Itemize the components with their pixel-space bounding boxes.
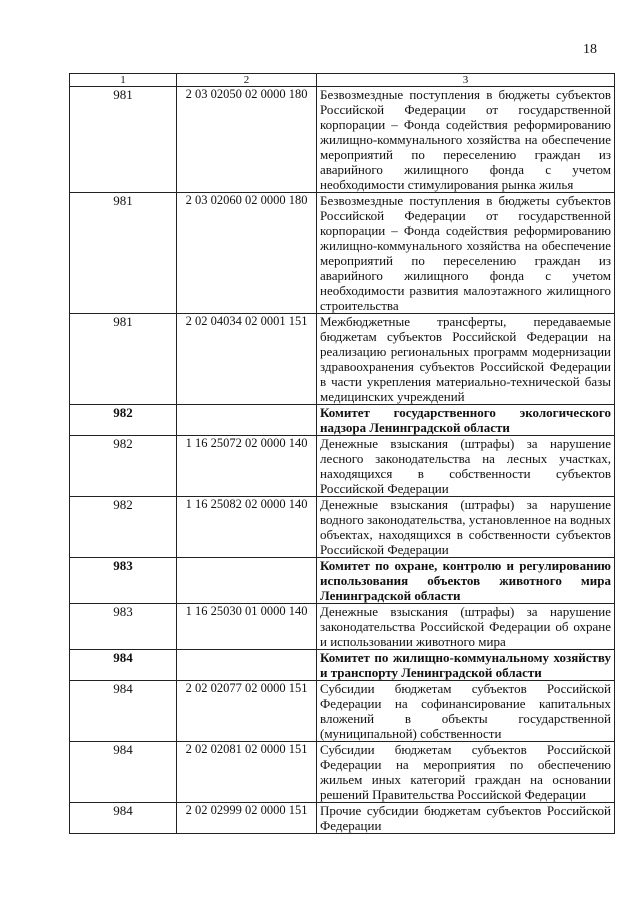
table-row — [70, 193, 615, 314]
table-row — [70, 681, 615, 742]
table-row — [70, 497, 615, 558]
committee-name: Комитет по жилищно-коммунальному хозяйству и транспорту Ленинградской области — [317, 650, 615, 681]
committee-name: Комитет по охране, контролю и регулированию использования объектов животного мира Ленинградской области — [317, 558, 615, 604]
admin-code: 981 — [70, 193, 177, 314]
table-row-committee — [70, 405, 615, 436]
revenue-code: 2 02 02081 02 0000 151 — [177, 742, 317, 803]
header-col-1: 1 — [70, 74, 177, 87]
revenue-description: Субсидии бюджетам субъектов Российской Федерации на софинансирование капитальных вложений в объекты государственной (муниципальной) собственности — [317, 681, 615, 742]
admin-code: 982 — [70, 436, 177, 497]
admin-code: 984 — [70, 681, 177, 742]
revenue-code: 1 16 25082 02 0000 140 — [177, 497, 317, 558]
revenue-code: 2 02 04034 02 0001 151 — [177, 314, 317, 405]
table-row — [70, 314, 615, 405]
revenue-description: Денежные взыскания (штрафы) за нарушение законодательства Российской Федерации об охране и использовании животного мира — [317, 604, 615, 650]
page-number: 18 — [583, 42, 597, 57]
revenue-description: Денежные взыскания (штрафы) за нарушение водного законодательства, установленное на водных объектах, находящихся в собственности субъектов Российской Федерации — [317, 497, 615, 558]
table-row — [70, 604, 615, 650]
budget-classification-table — [69, 73, 615, 834]
table-header-row — [70, 74, 615, 87]
admin-code: 984 — [70, 803, 177, 834]
revenue-description: Безвозмездные поступления в бюджеты субъектов Российской Федерации от государственной корпорации – Фонда содействия реформированию жилищно-коммунального хозяйства на обеспечение мероприятий по переселению граждан из аварийного жилищного фонда с учетом необходимости стимулирования рынка жилья — [317, 87, 615, 193]
admin-code: 981 — [70, 314, 177, 405]
revenue-code — [177, 558, 317, 604]
header-col-2: 2 — [177, 74, 317, 87]
admin-code: 983 — [70, 604, 177, 650]
admin-code: 981 — [70, 87, 177, 193]
header-col-3: 3 — [317, 74, 615, 87]
revenue-code: 2 03 02050 02 0000 180 — [177, 87, 317, 193]
table-row — [70, 803, 615, 834]
table-row — [70, 87, 615, 193]
table-row — [70, 436, 615, 497]
revenue-code: 2 03 02060 02 0000 180 — [177, 193, 317, 314]
revenue-description: Денежные взыскания (штрафы) за нарушение лесного законодательства на лесных участках, находящихся в собственности субъектов Российской Федерации — [317, 436, 615, 497]
table-row-committee — [70, 650, 615, 681]
revenue-code: 1 16 25072 02 0000 140 — [177, 436, 317, 497]
admin-code: 982 — [70, 405, 177, 436]
revenue-description: Прочие субсидии бюджетам субъектов Российской Федерации — [317, 803, 615, 834]
committee-name: Комитет государственного экологического надзора Ленинградской области — [317, 405, 615, 436]
admin-code: 982 — [70, 497, 177, 558]
revenue-code — [177, 650, 317, 681]
table-row — [70, 742, 615, 803]
revenue-code: 2 02 02077 02 0000 151 — [177, 681, 317, 742]
revenue-code: 1 16 25030 01 0000 140 — [177, 604, 317, 650]
revenue-code: 2 02 02999 02 0000 151 — [177, 803, 317, 834]
revenue-description: Межбюджетные трансферты, передаваемые бюджетам субъектов Российской Федерации на реализацию региональных программ модернизации здравоохранения субъектов Российской Федерации в части укрепления материально-технической базы медицинских учреждений — [317, 314, 615, 405]
revenue-description: Безвозмездные поступления в бюджеты субъектов Российской Федерации от государственной корпорации – Фонда содействия реформированию жилищно-коммунального хозяйства на обеспечение мероприятий по переселению граждан из аварийного жилищного фонда с учетом необходимости развития малоэтажного жилищного строительства — [317, 193, 615, 314]
admin-code: 983 — [70, 558, 177, 604]
admin-code: 984 — [70, 742, 177, 803]
revenue-code — [177, 405, 317, 436]
revenue-description: Субсидии бюджетам субъектов Российской Федерации на мероприятия по обеспечению жильем иных категорий граждан на основании решений Правительства Российской Федерации — [317, 742, 615, 803]
admin-code: 984 — [70, 650, 177, 681]
table-row-committee — [70, 558, 615, 604]
